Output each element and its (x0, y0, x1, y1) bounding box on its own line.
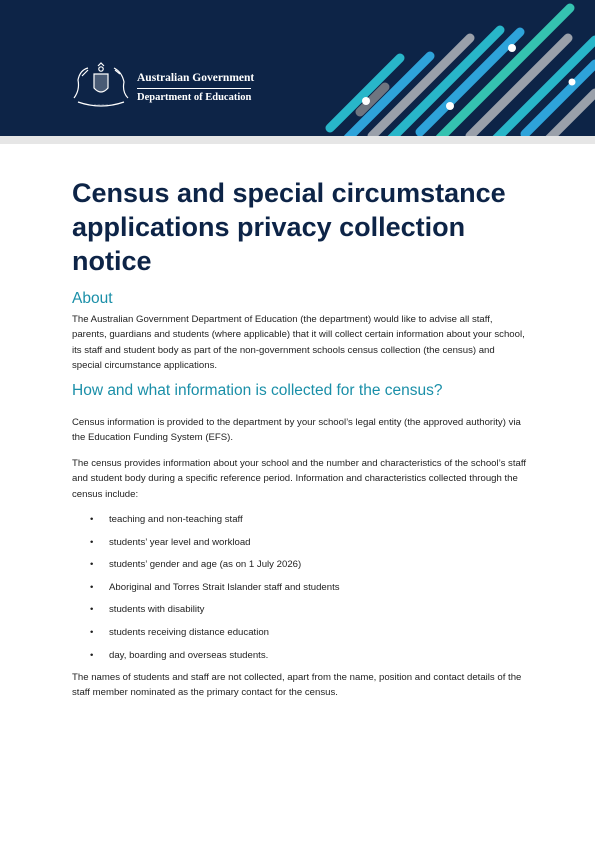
header-bottom-strip (0, 136, 595, 144)
census-paragraph-1: Census information is provided to the department by your school’s legal entity (the approved authority) via the Education Funding System (EFS). (72, 417, 521, 444)
bullet-icon: • (90, 649, 94, 661)
page-title: Census and special circumstance applications privacy collection notice (72, 178, 506, 276)
bullet-icon: • (90, 626, 94, 638)
census-heading: How and what information is collected for the census? (72, 382, 443, 399)
government-logo (70, 62, 260, 108)
logo-department-text: Department of Education (137, 92, 252, 103)
list-item-text: students with disability (109, 604, 205, 616)
list-item (72, 580, 527, 603)
coat-of-arms-icon (70, 62, 132, 108)
list-item-text: day, boarding and overseas students. (109, 649, 269, 661)
header-banner (0, 0, 595, 136)
list-item (72, 512, 527, 535)
list-item (72, 602, 527, 625)
list-item (72, 557, 527, 580)
about-heading: About (72, 290, 113, 307)
list-item (72, 625, 527, 648)
bullet-icon: • (90, 604, 94, 616)
list-item (72, 648, 527, 671)
list-item-text: teaching and non-teaching staff (109, 514, 243, 525)
decorative-stripes (320, 0, 595, 136)
list-item (72, 535, 527, 558)
logo-government-text: Australian Government (137, 72, 255, 84)
census-bullet-list (72, 512, 527, 670)
logo-divider (137, 88, 251, 89)
bullet-icon: • (90, 559, 94, 571)
list-item-text: Aboriginal and Torres Strait Islander staff and students (109, 581, 340, 593)
svg-text:···········: ··········· (93, 102, 109, 107)
list-item-text: students receiving distance education (109, 626, 269, 638)
bullet-icon: • (90, 581, 94, 593)
bullet-icon: • (90, 514, 94, 525)
list-item-text: students’ year level and workload (109, 536, 251, 548)
list-item-text: students’ gender and age (as on 1 July 2026) (109, 559, 302, 571)
census-paragraph-3: The names of students and staff are not collected, apart from the name, position and contact details of the staff member nominated as the primary contact for the census. (72, 672, 522, 699)
bullet-icon: • (90, 536, 94, 548)
census-paragraph-2: The census provides information about your school and the number and characteristics of the school’s staff and student body during a specific reference period. Information and characteristics collected through the census include: (72, 458, 527, 500)
about-paragraph: The Australian Government Department of Education (the department) would like to advise all staff, parents, guardians and students (where applicable) that it will collect certain information about your school, its staff and student body as part of the non-government schools census collection (the census) and special circumstance applications. (72, 314, 525, 371)
